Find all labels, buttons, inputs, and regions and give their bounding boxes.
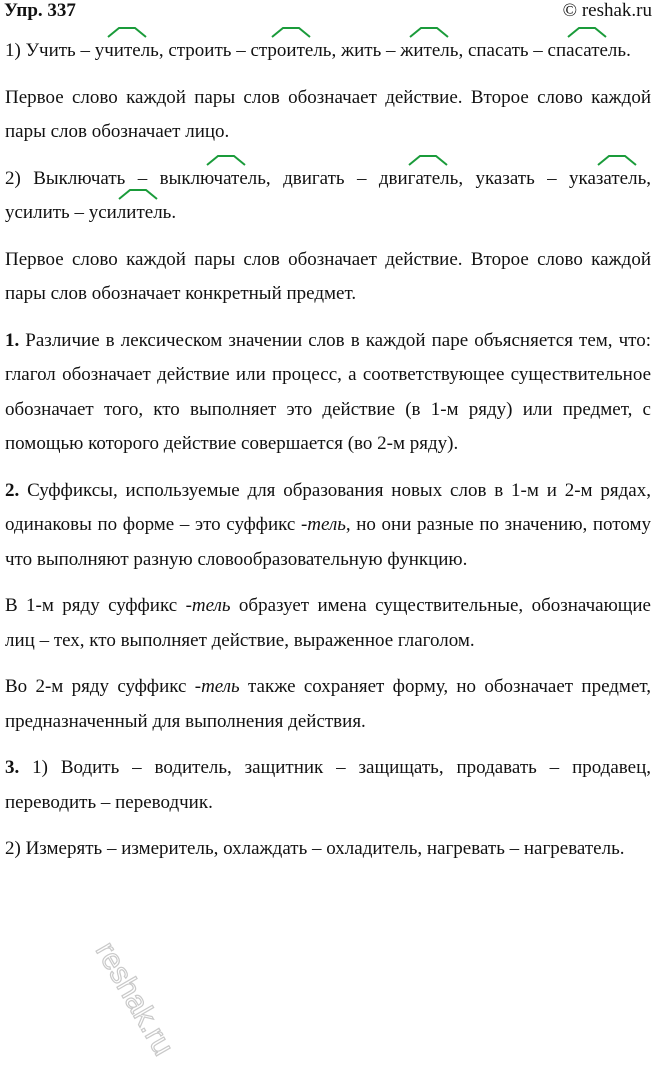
derived-word-text: учитель [94,40,159,61]
site-credit: © reshak.ru [562,0,652,21]
answer-2-row-1 [5,589,651,658]
document-body [5,34,651,879]
answer-2-row-2-text: Во 2-м ряду суффикс [5,676,195,697]
suffix-term: -тель [300,514,346,535]
page-header [4,0,652,24]
derived-word-text: спасатель [547,40,627,61]
suffix-mark-icon [597,154,637,166]
suffix-term: -тель [194,676,240,697]
derived-word [160,162,266,197]
derived-word [548,34,627,69]
row-1-word-pairs [5,34,651,69]
derived-word-text: указатель [569,167,647,189]
exercise-title: Упр. 337 [4,0,76,21]
answer-1-text: Различие в лексическом значении слов в каждой паре объясняется тем, что: глагол обозначает действие или процесс, а соответствующее существительное обозначает того, кто выполняет это действие (в 1-м ряду) или предмет, с помощью которого действие совершается (во 2-м ряду). [5,329,651,454]
answer-2 [5,474,651,578]
derived-word [250,34,331,69]
derived-word [89,196,172,231]
answer-2-row-2 [5,670,651,739]
answer-2-text: Суффиксы, используемые для образования новых слов в 1-м и 2-м рядах, одинаковы по форме – это суффикс [5,479,651,535]
row-2-text: , двигать – [265,167,379,189]
answer-3 [5,751,651,820]
answer-3-part-2: 2) Измерять – измеритель, охлаждать – охладитель, нагревать – нагреватель. [5,838,625,859]
answer-number: 1. [5,329,20,351]
suffix-mark-icon [206,154,246,166]
suffix-mark-icon [409,26,449,38]
answer-2-row-2-text: также сохраняет форму, но обозначает предмет, предназначенный для выполнения действия. [5,676,651,732]
row-1-text: . [626,40,631,61]
answer-2-text: , но они разные по значению, потому что выполняют разную словообразовательную функцию. [5,514,651,570]
row-1-text: , строить – [158,40,251,61]
derived-word-text: усилитель [88,202,172,223]
derived-word-text: выключатель [159,167,266,189]
derived-word [400,34,458,69]
row-2-word-pairs [5,162,651,231]
row-1-text: , спасать – [458,40,548,61]
answer-1 [5,324,651,462]
answer-3-text: 1) Водить – водитель, защитник – защищать, продавать – продавец, переводить – переводчик. [5,757,651,813]
suffix-mark-icon [408,154,448,166]
derived-word-text: строитель [250,40,332,61]
derived-word [95,34,159,69]
reshak-watermark [80,918,220,1068]
watermark-text: reshak.ru [88,936,181,1062]
row-2-text: 2) Выключать – [5,167,160,189]
suffix-term: -тель [185,595,231,616]
row-2-text: . [171,202,177,223]
answer-number: 3. [5,757,20,778]
suffix-mark-icon [567,26,607,38]
derived-word-text: двигатель [378,167,459,189]
row-1-explanation: Первое слово каждой пары слов обозначает действие. Второе слово каждой пары слов обозначает лицо. [5,86,651,142]
row-2-text: , указать – [458,167,570,189]
row-1-text: 1) Учить – [5,40,95,61]
row-2-explanation: Первое слово каждой пары слов обозначает действие. Второе слово каждой пары слов обозначает конкретный предмет. [5,248,651,304]
derived-word [379,162,458,197]
answer-2-row-1-text: образует имена существительные, обозначающие лиц – тех, кто выполняет действие, выраженное глаголом. [5,595,651,651]
answer-2-row-1-text: В 1-м ряду суффикс [5,595,186,616]
derived-word-text: житель [400,40,459,61]
row-2-text: , усилить – [5,167,652,223]
suffix-mark-icon [107,26,147,38]
row-1-text: , жить – [331,40,401,61]
answer-number: 2. [5,479,20,501]
suffix-mark-icon [118,188,158,200]
derived-word [569,162,646,197]
suffix-mark-icon [271,26,311,38]
